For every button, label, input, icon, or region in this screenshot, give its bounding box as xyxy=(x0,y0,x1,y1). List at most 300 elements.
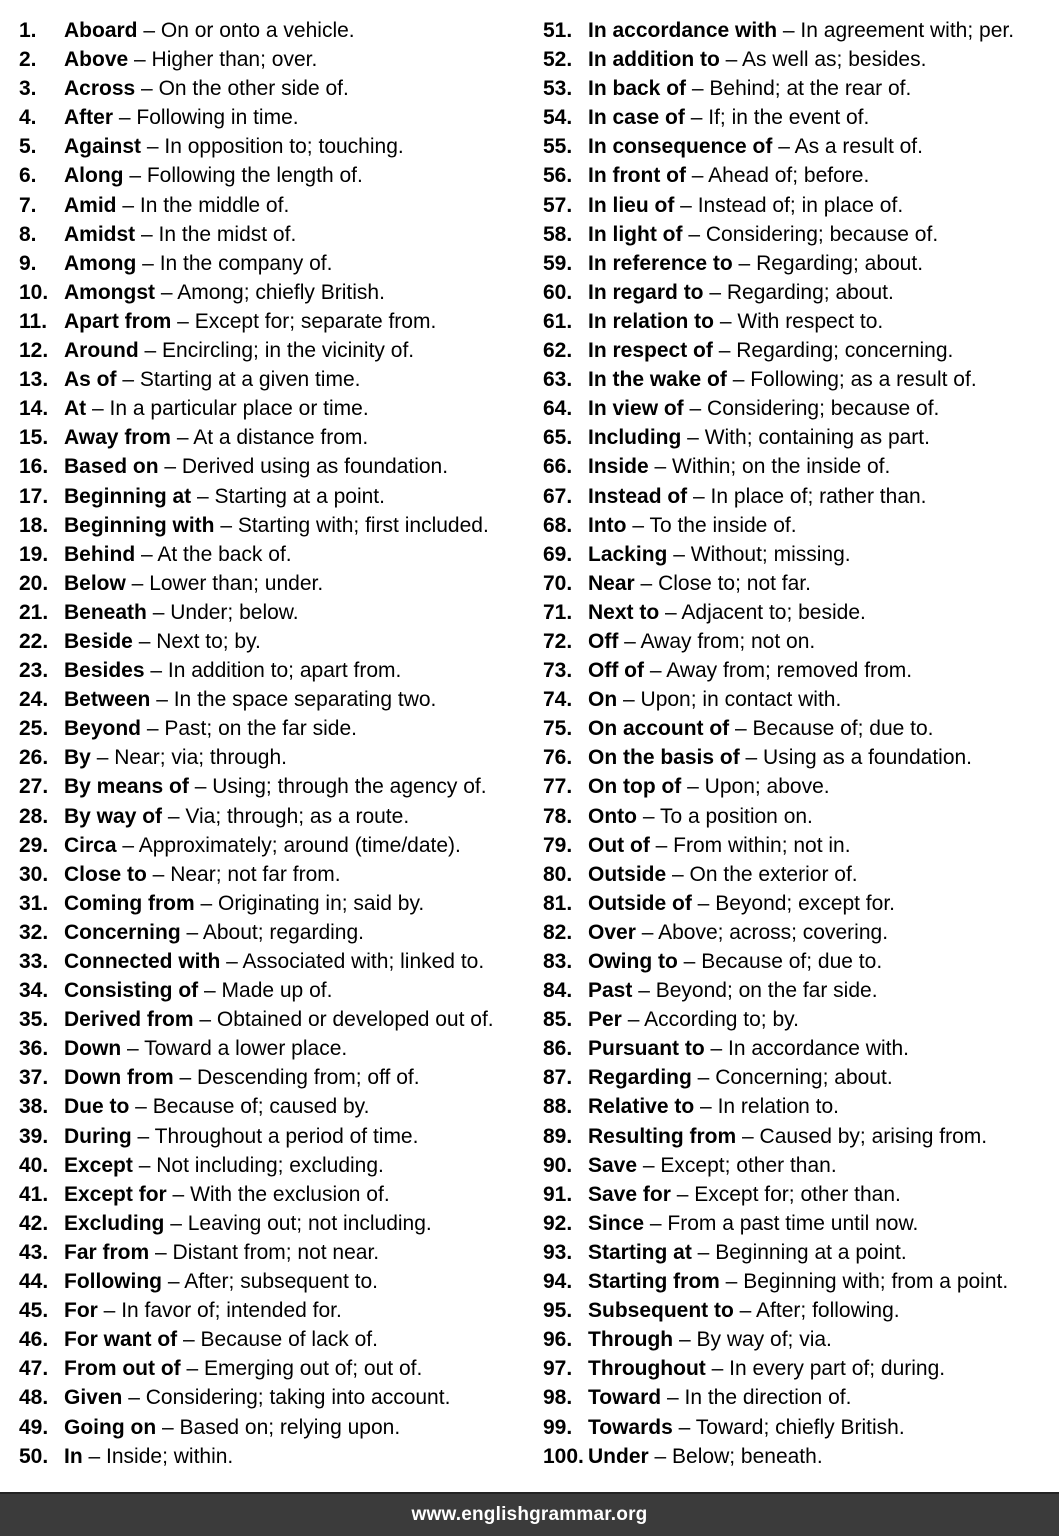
preposition-definition: Regarding; about. xyxy=(726,280,894,304)
item-text xyxy=(588,714,934,743)
preposition-term: Including xyxy=(588,426,682,450)
separator-dash: – xyxy=(177,1328,201,1352)
preposition-definition: Next to; by. xyxy=(156,629,261,653)
list-item xyxy=(19,772,543,801)
item-text xyxy=(588,1209,918,1238)
preposition-definition: In the midst of. xyxy=(158,222,297,246)
preposition-term: Circa xyxy=(64,833,117,857)
separator-dash: – xyxy=(683,397,708,421)
preposition-term: Regarding xyxy=(588,1066,692,1090)
list-item xyxy=(19,1354,543,1383)
list-item xyxy=(19,1092,543,1121)
item-text xyxy=(64,1325,378,1354)
list-item xyxy=(19,103,543,132)
preposition-term: Against xyxy=(64,135,142,159)
item-text xyxy=(64,1092,369,1121)
item-text xyxy=(64,103,299,132)
item-number: 3. xyxy=(19,77,37,101)
item-text xyxy=(588,1151,837,1180)
separator-dash: – xyxy=(97,1299,122,1323)
list-item xyxy=(543,365,1059,394)
list-item xyxy=(543,1296,1059,1325)
list-item xyxy=(543,16,1059,45)
preposition-definition: At the back of. xyxy=(157,542,292,566)
preposition-term: For xyxy=(64,1299,98,1323)
item-number: 48. xyxy=(19,1386,49,1410)
item-text xyxy=(64,1267,378,1296)
preposition-term: Off xyxy=(588,629,619,653)
preposition-definition: If; in the event of. xyxy=(708,106,870,130)
item-number: 55. xyxy=(543,135,573,159)
item-text xyxy=(588,220,938,249)
item-number: 19. xyxy=(19,542,49,566)
list-item xyxy=(543,598,1059,627)
separator-dash: – xyxy=(135,542,158,566)
column-right xyxy=(543,16,1059,1471)
item-number: 96. xyxy=(543,1328,573,1352)
separator-dash: – xyxy=(637,1153,661,1177)
item-number: 81. xyxy=(543,891,573,915)
preposition-term: Off of xyxy=(588,659,644,683)
item-number: 98. xyxy=(543,1386,573,1410)
separator-dash: – xyxy=(674,193,698,217)
item-number: 20. xyxy=(19,571,49,595)
item-number: 61. xyxy=(543,309,573,333)
list-item xyxy=(19,1034,543,1063)
item-text xyxy=(64,1383,450,1412)
item-text xyxy=(588,278,894,307)
item-text xyxy=(64,452,448,481)
item-number: 64. xyxy=(543,397,573,421)
item-text xyxy=(64,976,332,1005)
item-text xyxy=(64,191,289,220)
separator-dash: – xyxy=(670,1182,695,1206)
item-number: 34. xyxy=(19,979,49,1003)
separator-dash: – xyxy=(121,1037,145,1061)
item-text xyxy=(588,1180,901,1209)
item-text xyxy=(588,191,903,220)
preposition-definition: Regarding; about. xyxy=(756,251,924,275)
preposition-definition: Following the length of. xyxy=(146,164,363,188)
list-item xyxy=(543,743,1059,772)
separator-dash: – xyxy=(113,106,137,130)
preposition-definition: Without; missing. xyxy=(690,542,851,566)
preposition-definition: With the exclusion of. xyxy=(190,1182,390,1206)
item-text xyxy=(588,161,869,190)
preposition-term: Close to xyxy=(64,862,147,886)
item-number: 38. xyxy=(19,1095,49,1119)
separator-dash: – xyxy=(648,1444,673,1468)
item-text xyxy=(588,860,858,889)
item-number: 33. xyxy=(19,950,49,973)
preposition-term: For want of xyxy=(64,1328,178,1352)
preposition-definition: On the exterior of. xyxy=(689,862,858,886)
item-number: 25. xyxy=(19,717,49,741)
preposition-definition: On the other side of. xyxy=(158,77,349,101)
item-text xyxy=(588,947,882,976)
list-item xyxy=(543,1005,1059,1034)
item-number: 92. xyxy=(543,1211,573,1235)
item-text xyxy=(64,74,349,103)
item-text xyxy=(588,423,930,452)
preposition-term: Starting from xyxy=(588,1270,720,1294)
preposition-definition: From a past time until now. xyxy=(667,1211,919,1235)
preposition-definition: Past; on the far side. xyxy=(164,717,357,741)
preposition-term: In back of xyxy=(588,77,687,101)
item-text xyxy=(64,307,436,336)
separator-dash: – xyxy=(191,484,215,508)
list-item xyxy=(543,394,1059,423)
preposition-definition: About; regarding. xyxy=(202,920,364,944)
preposition-definition: To the inside of. xyxy=(649,513,797,537)
item-text xyxy=(588,1092,839,1121)
separator-dash: – xyxy=(150,688,174,712)
separator-dash: – xyxy=(132,1153,157,1177)
list-item xyxy=(19,569,543,598)
item-number: 85. xyxy=(543,1008,573,1032)
item-number: 75. xyxy=(543,717,573,741)
separator-dash: – xyxy=(666,862,690,886)
item-number: 39. xyxy=(19,1124,49,1148)
list-item xyxy=(543,452,1059,481)
item-text xyxy=(588,16,1014,45)
separator-dash: – xyxy=(141,717,165,741)
list-item xyxy=(543,423,1059,452)
list-item xyxy=(19,1005,543,1034)
preposition-term: Amid xyxy=(64,193,117,217)
separator-dash: – xyxy=(621,1008,645,1032)
list-item xyxy=(19,976,543,1005)
separator-dash: – xyxy=(681,426,705,450)
list-item xyxy=(543,685,1059,714)
list-item xyxy=(543,1383,1059,1412)
preposition-definition: After; following. xyxy=(756,1299,900,1323)
preposition-term: Beyond xyxy=(64,717,142,741)
list-item xyxy=(543,860,1059,889)
item-number: 47. xyxy=(19,1357,49,1381)
preposition-definition: Derived using as foundation. xyxy=(181,455,449,479)
item-text xyxy=(588,569,811,598)
item-number: 74. xyxy=(543,688,573,712)
item-number: 46. xyxy=(19,1328,49,1352)
preposition-term: Resulting from xyxy=(588,1124,737,1148)
item-text xyxy=(588,685,841,714)
separator-dash: – xyxy=(116,833,139,857)
item-text xyxy=(64,482,385,511)
item-number: 44. xyxy=(19,1270,49,1294)
preposition-definition: Toward a lower place. xyxy=(144,1037,348,1061)
item-text xyxy=(64,1209,432,1238)
separator-dash: – xyxy=(777,19,801,42)
list-item xyxy=(543,714,1059,743)
separator-dash: – xyxy=(193,1008,217,1032)
separator-dash: – xyxy=(634,571,659,595)
preposition-term: By xyxy=(64,746,91,770)
preposition-definition: Starting at a point. xyxy=(214,484,385,508)
list-item xyxy=(19,831,543,860)
list-item xyxy=(543,191,1059,220)
preposition-term: Around xyxy=(64,339,139,363)
item-number: 79. xyxy=(543,833,573,857)
item-number: 12. xyxy=(19,339,49,363)
preposition-term: Save for xyxy=(588,1182,671,1206)
item-number: 52. xyxy=(543,48,573,72)
item-text xyxy=(64,336,414,365)
preposition-definition: Upon; in contact with. xyxy=(640,688,842,712)
list-item xyxy=(543,45,1059,74)
preposition-definition: Instead of; in place of. xyxy=(697,193,904,217)
item-number: 24. xyxy=(19,688,49,712)
item-text xyxy=(588,1005,799,1034)
separator-dash: – xyxy=(672,1415,696,1439)
item-text xyxy=(588,74,911,103)
item-number: 63. xyxy=(543,368,573,392)
preposition-definition: At a distance from. xyxy=(193,426,369,450)
preposition-term: In consequence of xyxy=(588,135,773,159)
item-text xyxy=(588,394,939,423)
item-text xyxy=(588,1267,1008,1296)
preposition-term: Across xyxy=(64,77,136,101)
item-text xyxy=(64,947,484,976)
item-number: 40. xyxy=(19,1153,49,1177)
list-item xyxy=(19,423,543,452)
list-item xyxy=(543,1267,1059,1296)
item-text xyxy=(588,918,888,947)
list-item xyxy=(543,1151,1059,1180)
item-text xyxy=(64,540,292,569)
item-number: 68. xyxy=(543,513,573,537)
item-number: 16. xyxy=(19,455,49,479)
preposition-term: Beginning at xyxy=(64,484,192,508)
item-number: 32. xyxy=(19,920,49,944)
preposition-term: Next to xyxy=(588,600,660,624)
preposition-term: Near xyxy=(588,571,635,595)
separator-dash: – xyxy=(173,1066,198,1090)
separator-dash: – xyxy=(194,891,219,915)
preposition-definition: Via; through; as a route. xyxy=(185,804,410,828)
item-number: 89. xyxy=(543,1124,573,1148)
item-number: 35. xyxy=(19,1008,49,1032)
separator-dash: – xyxy=(214,513,238,537)
list-item xyxy=(19,511,543,540)
separator-dash: – xyxy=(661,1386,685,1410)
list-item xyxy=(543,307,1059,336)
list-item xyxy=(543,1063,1059,1092)
item-number: 18. xyxy=(19,513,49,537)
item-number: 2. xyxy=(19,48,37,72)
separator-dash: – xyxy=(125,571,150,595)
list-item xyxy=(543,918,1059,947)
preposition-definition: From within; not in. xyxy=(673,833,851,857)
preposition-term: Concerning xyxy=(64,920,181,944)
preposition-definition: Caused by; arising from. xyxy=(759,1124,988,1148)
item-number: 91. xyxy=(543,1182,573,1206)
separator-dash: – xyxy=(691,891,716,915)
preposition-definition: Following in time. xyxy=(136,106,299,130)
item-text xyxy=(588,772,830,801)
preposition-definition: Approximately; around (time/date). xyxy=(138,833,461,857)
item-number: 78. xyxy=(543,804,573,828)
item-text xyxy=(588,249,923,278)
preposition-term: Beginning with xyxy=(64,513,215,537)
item-text xyxy=(64,656,401,685)
preposition-definition: Near; not far from. xyxy=(170,862,341,886)
preposition-definition: In the middle of. xyxy=(139,193,290,217)
separator-dash: – xyxy=(739,746,764,770)
item-number: 84. xyxy=(543,979,573,1003)
list-item xyxy=(19,1325,543,1354)
preposition-term: Onto xyxy=(588,804,637,828)
preposition-term: Down from xyxy=(64,1066,174,1090)
item-text xyxy=(588,1354,945,1383)
preposition-definition: Away from; not on. xyxy=(640,629,816,653)
item-text xyxy=(588,132,923,161)
item-text xyxy=(64,161,363,190)
item-text xyxy=(588,1442,823,1471)
item-text xyxy=(64,278,385,307)
list-item xyxy=(19,947,543,976)
separator-dash: – xyxy=(626,513,650,537)
separator-dash: – xyxy=(691,1066,716,1090)
preposition-definition: Considering; because of. xyxy=(707,397,940,421)
preposition-term: In lieu of xyxy=(588,193,675,217)
separator-dash: – xyxy=(171,309,195,333)
item-text xyxy=(64,627,261,656)
separator-dash: – xyxy=(141,135,165,159)
separator-dash: – xyxy=(132,629,157,653)
list-item xyxy=(19,714,543,743)
item-number: 88. xyxy=(543,1095,573,1119)
item-text xyxy=(588,1296,900,1325)
preposition-definition: Near; via; through. xyxy=(114,746,287,770)
item-number: 54. xyxy=(543,106,573,130)
item-number: 70. xyxy=(543,571,573,595)
separator-dash: – xyxy=(188,775,213,799)
item-text xyxy=(64,423,368,452)
list-item xyxy=(543,220,1059,249)
list-item xyxy=(19,74,543,103)
item-text xyxy=(64,1005,494,1034)
list-item xyxy=(19,161,543,190)
preposition-term: On xyxy=(588,688,618,712)
list-item xyxy=(19,365,543,394)
item-number: 56. xyxy=(543,164,573,188)
item-number: 53. xyxy=(543,77,573,101)
list-item xyxy=(19,918,543,947)
separator-dash: – xyxy=(667,542,691,566)
preposition-definition: Beginning with; from a point. xyxy=(743,1270,1009,1294)
item-number: 41. xyxy=(19,1182,49,1206)
preposition-definition: Using; through the agency of. xyxy=(212,775,487,799)
preposition-definition: Throughout a period of time. xyxy=(154,1124,419,1148)
list-item xyxy=(543,1122,1059,1151)
preposition-definition: Regarding; concerning. xyxy=(736,339,954,363)
list-item xyxy=(543,627,1059,656)
preposition-definition: In opposition to; touching. xyxy=(164,135,404,159)
preposition-definition: As well as; besides. xyxy=(742,48,927,72)
separator-dash: – xyxy=(138,339,163,363)
list-item xyxy=(19,598,543,627)
item-number: 69. xyxy=(543,542,573,566)
separator-dash: – xyxy=(146,862,171,886)
list-item xyxy=(543,1354,1059,1383)
list-item xyxy=(19,1413,543,1442)
separator-dash: – xyxy=(704,1037,729,1061)
list-item xyxy=(19,1238,543,1267)
preposition-term: By means of xyxy=(64,775,189,799)
preposition-term: In accordance with xyxy=(588,19,778,42)
separator-dash: – xyxy=(162,804,186,828)
item-number: 31. xyxy=(19,891,49,915)
list-item xyxy=(19,336,543,365)
separator-dash: – xyxy=(649,833,674,857)
list-item xyxy=(19,307,543,336)
list-item xyxy=(543,1034,1059,1063)
preposition-definition: Starting with; first included. xyxy=(237,513,489,537)
item-number: 7. xyxy=(19,193,37,217)
list-item xyxy=(543,103,1059,132)
item-number: 62. xyxy=(543,339,573,363)
preposition-term: Starting at xyxy=(588,1240,692,1264)
item-text xyxy=(588,540,851,569)
preposition-definition: Toward; chiefly British. xyxy=(695,1415,905,1439)
item-text xyxy=(64,1354,422,1383)
preposition-term: On top of xyxy=(588,775,682,799)
preposition-term: Subsequent to xyxy=(588,1299,734,1323)
list-item xyxy=(19,452,543,481)
preposition-definition: Because of; caused by. xyxy=(152,1095,370,1119)
preposition-definition: In agreement with; per. xyxy=(800,19,1015,42)
item-text xyxy=(64,1063,420,1092)
item-number: 27. xyxy=(19,775,49,799)
preposition-definition: Except for; other than. xyxy=(694,1182,901,1206)
list-item xyxy=(19,1296,543,1325)
separator-dash: – xyxy=(90,746,115,770)
item-text xyxy=(588,976,878,1005)
preposition-definition: Starting at a given time. xyxy=(139,368,361,392)
preposition-term: Amongst xyxy=(64,280,155,304)
item-text xyxy=(64,132,404,161)
separator-dash: – xyxy=(681,775,705,799)
item-number: 45. xyxy=(19,1299,49,1323)
preposition-term: Derived from xyxy=(64,1008,194,1032)
preposition-definition: In place of; rather than. xyxy=(710,484,927,508)
preposition-definition: In relation to. xyxy=(717,1095,839,1119)
preposition-definition: In a particular place or time. xyxy=(109,397,369,421)
item-text xyxy=(588,1413,905,1442)
preposition-term: Under xyxy=(588,1444,649,1468)
item-text xyxy=(588,452,890,481)
list-item xyxy=(19,1209,543,1238)
preposition-term: In respect of xyxy=(588,339,713,363)
list-item xyxy=(543,1209,1059,1238)
item-text xyxy=(588,889,895,918)
item-number: 43. xyxy=(19,1240,49,1264)
item-number: 10. xyxy=(19,280,49,304)
item-number: 6. xyxy=(19,164,37,188)
item-number: 11. xyxy=(19,309,48,333)
list-item xyxy=(543,511,1059,540)
preposition-definition: To a position on. xyxy=(659,804,813,828)
separator-dash: – xyxy=(617,688,641,712)
item-text xyxy=(588,1122,987,1151)
preposition-definition: Beyond; on the far side. xyxy=(655,979,878,1003)
list-item xyxy=(543,1238,1059,1267)
item-text xyxy=(588,1383,851,1412)
preposition-term: Except for xyxy=(64,1182,167,1206)
preposition-term: Excluding xyxy=(64,1211,165,1235)
separator-dash: – xyxy=(166,1182,191,1206)
